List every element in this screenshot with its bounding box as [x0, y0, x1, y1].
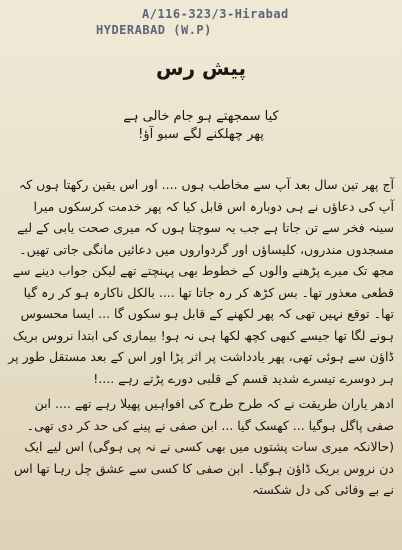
library-stamp	[96, 6, 289, 38]
paragraph: آج پھر تین سال بعد آپ سے مخاطب ہوں .... اور اس یقین رکھتا ہوں کہ آپ کی دعاؤں نے ہی دوبارہ اس قابل کیا کہ پھر خدمت کرسکوں میرا سینہ فخر سے تن جاتا ہے جب یہ سوچتا ہوں کہ میری صحت یابی کے لیے مسجدوں مندروں، کلیساؤں اور گردواروں میں دعائیں مانگی جاتی تھیں۔ مجھ تک میرے پڑھنے والوں کے خطوط بھی پہنچتے تھے لیکن جواب دینے سے قطعی معذور تھا۔ بس کڑھ کر رہ جاتا تھا .... بالکل ناکارہ ہو کر رہ گیا تھا۔ توقع نہیں تھی کہ پھر لکھنے کے قابل ہو سکوں گا ... ایسا محسوس ہونے لگا تھا جیسے کبھی کچھ لکھا ہی نہ ہو! بیماری کی ابتدا نروس بریک ڈاؤن سے ہوئی تھی، پھر یادداشت پر اثر پڑا اور اس کے بعد مستقل طور پر ہر دوسرے تیسرے شدید قسم کے قلبی دورے پڑتے رہے ....!	[8, 177, 394, 386]
verse-line-2: پھر چھلکنے لگے سبو آؤ!	[138, 127, 264, 142]
paragraph: ادھر یاران طریقت نے کہ طرح طرح کی افواہیں پھیلا رہے تھے .... ابن صفی پاگل ہوگیا ... کھسک گیا ... ابن صفی نے پینے کی حد کر دی تھی۔ (حالانکہ میری سات پشتوں میں بھی کسی نے نہ پی ہوگی) اس لیے ایک دن نروس بریک ڈاؤن ہوگیا۔ ابن صفی کا کسی سے عشق چل رہا تھا اس نے بے وفائی کی دل شکستہ	[13, 396, 394, 497]
page-title: پیش رس	[155, 56, 247, 80]
verse-line-1: کیا سمجھتے ہو جام خالی ہے	[123, 109, 279, 124]
page-body	[8, 56, 394, 501]
stamp-line-1: A/116-323/3-Hirabad	[142, 7, 289, 21]
stamp-line-2: HYDERABAD (W.P)	[96, 23, 212, 37]
verse-couplet	[8, 108, 394, 144]
